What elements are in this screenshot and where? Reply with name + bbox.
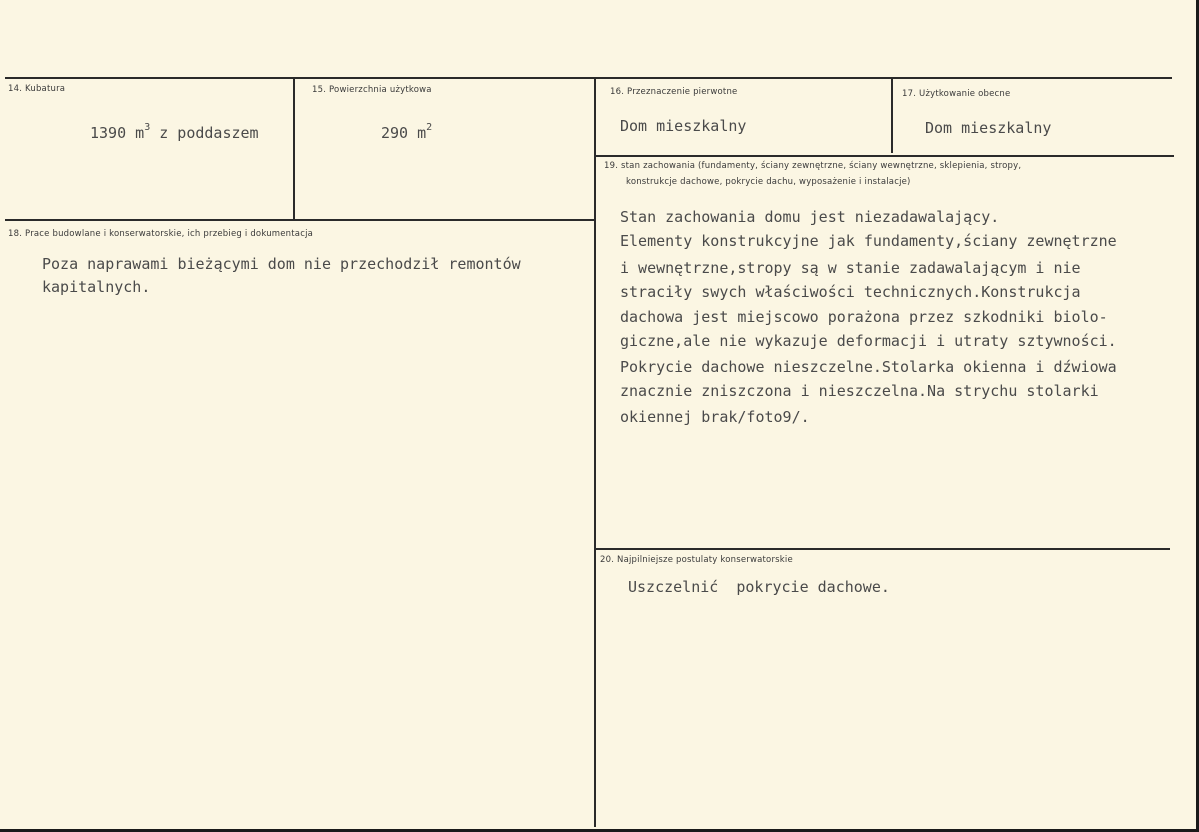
field-19-line-9: okiennej brak/foto9/.: [620, 408, 810, 426]
field-19-line-2: Elementy konstrukcyjne jak fundamenty,ściany zewnętrzne: [620, 232, 1117, 250]
field-20-value: Uszczelnić pokrycie dachowe.: [628, 578, 890, 596]
field-16-value: Dom mieszkalny: [620, 117, 747, 135]
field-15-value: 290 $m^2$: [381, 122, 433, 142]
divider-14-15: [293, 77, 295, 219]
field-19-label-line-2: konstrukcje dachowe, pokrycie dachu, wyposażenie i instalacje): [626, 177, 911, 187]
field-19-label-line-1: 19. stan zachowania (fundamenty, ściany zewnętrzne, ściany wewnętrzne, sklepienia, stropy,: [604, 161, 1022, 171]
field-18-line-2: kapitalnych.: [42, 278, 151, 296]
field-18-label: 18. Prace budowlane i konserwatorskie, ich przebieg i dokumentacja: [8, 229, 314, 239]
field-16-label: 16. Przeznaczenie pierwotne: [610, 87, 738, 97]
divider-16-17: [891, 79, 893, 153]
rule-above-18: [5, 219, 595, 221]
field-14-label: 14. Kubatura: [8, 84, 66, 94]
field-19-line-4: straciły swych właściwości technicznych.Konstrukcja: [620, 283, 1081, 301]
field-19-line-1: Stan zachowania domu jest niezadawalający.: [620, 208, 1000, 226]
rule-under-16-17: [594, 155, 1174, 157]
field-18-line-1: Poza naprawami bieżącymi dom nie przechodził remontów: [42, 255, 521, 273]
top-rule: [5, 77, 1172, 79]
field-19-line-3: i wewnętrzne,stropy są w stanie zadawalającym i nie: [620, 259, 1081, 277]
field-20-label: 20. Najpilniejsze postulaty konserwatorskie: [600, 555, 793, 565]
field-17-value: Dom mieszkalny: [925, 119, 1052, 137]
field-19-line-6: giczne,ale nie wykazuje deformacji i utraty sztywności.: [620, 332, 1117, 350]
field-19-line-8: znacznie zniszczona i nieszczelna.Na strychu stolarki: [620, 382, 1099, 400]
field-19-line-5: dachowa jest miejscowo porażona przez szkodniki biolo-: [620, 308, 1108, 326]
field-14-value: 1390 $m^3$ z poddaszem: [90, 122, 259, 142]
field-15-label: 15. Powierzchnia użytkowa: [312, 85, 432, 95]
field-17-label: 17. Użytkowanie obecne: [902, 89, 1011, 99]
main-vertical-divider: [594, 77, 596, 827]
rule-above-20: [594, 548, 1170, 550]
field-19-line-7: Pokrycie dachowe nieszczelne.Stolarka okienna i dźwiowa: [620, 358, 1117, 376]
